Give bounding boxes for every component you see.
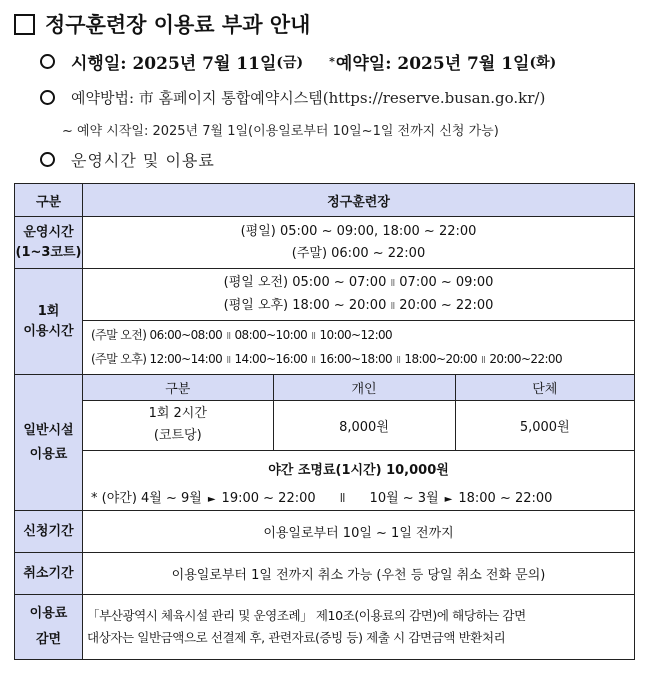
reservation-mark: *	[329, 55, 335, 68]
dates-line	[40, 49, 556, 74]
effective-day: (금)	[276, 54, 304, 71]
weekday-hours: (평일) 05:00 ~ 09:00, 18:00 ~ 22:00	[240, 223, 477, 239]
arrow-right-icon: ►	[207, 493, 216, 505]
fee-group: 5,000원	[455, 400, 634, 450]
circle-bullet-icon	[40, 90, 55, 105]
circle-bullet-icon	[40, 152, 55, 167]
weekday-sessions: (평일 오전) 05:00 ~ 07:00 Ⅱ 07:00 ~ 09:00 (평일 오후) 18:00 ~ 20:00 Ⅱ 20:00 ~ 22:00	[83, 269, 635, 321]
fee-cell	[83, 375, 635, 511]
reduction-label: 이용료 감면	[15, 595, 83, 660]
circle-bullet-icon	[40, 54, 55, 69]
weekend-sessions: (주말 오전) 06:00~08:00 Ⅱ 08:00~10:00 Ⅱ 10:00~12:00 (주말 오후) 12:00~14:00 Ⅱ 14:00~16:00 Ⅱ 16:00~18:00 Ⅱ 18:00~20:00 Ⅱ 20:00~22:00	[83, 321, 635, 375]
operating-hours	[83, 217, 635, 269]
effective-label: 시행일:	[71, 54, 127, 74]
method-line	[40, 87, 545, 108]
fee-individual: 8,000원	[273, 400, 455, 450]
method-text: 市 홈페이지 통합예약시스템(https://reserve.busan.go.kr/)	[138, 89, 546, 107]
fee-label: 일반시설 이용료	[15, 375, 83, 511]
reduction-text: 「부산광역시 체육시설 관리 및 운영조례」 제10조(이용료의 감면)에 해당하는 감면 대상자는 일반금액으로 선결제 후, 관련자료(증빙 등) 제출 시 감면금액 반환처리	[83, 595, 635, 660]
title-text: 정구훈련장 이용료 부과 안내	[45, 13, 311, 37]
fee-header-category: 구분	[83, 375, 273, 400]
section-heading: 운영시간 및 이용료	[71, 151, 215, 170]
session-label: 1회 이용시간	[15, 269, 83, 375]
reservation-label: 예약일:	[335, 54, 392, 74]
start-note: ~ 예약 시작일: 2025년 7월 1일(이용일로부터 10일~1일 전까지 신청 가능)	[62, 124, 499, 139]
section-heading-line	[40, 148, 215, 171]
cancel-text: 이용일로부터 1일 전까지 취소 가능 (우천 등 당일 취소 전화 문의)	[83, 553, 635, 595]
header-facility: 정구훈련장	[83, 184, 635, 217]
night-fee-title: 야간 조명료(1시간) 10,000원	[268, 462, 449, 478]
fee-header-group: 단체	[455, 375, 634, 400]
weekend-hours: (주말) 06:00 ~ 22:00	[291, 245, 426, 261]
reservation-day: (화)	[529, 54, 557, 71]
fee-header-individual: 개인	[273, 375, 455, 400]
fee-subtable	[83, 375, 634, 451]
fee-row-label: 1회 2시간 (코트당)	[83, 400, 273, 450]
reservation-date: 2025년 7월 1일	[397, 54, 530, 74]
apply-label: 신청기간	[15, 511, 83, 553]
arrow-right-icon: ►	[444, 493, 453, 505]
apply-text: 이용일로부터 10일 ~ 1일 전까지	[83, 511, 635, 553]
fee-table	[14, 183, 635, 660]
page-title	[14, 9, 310, 39]
night-hours: * (야간) 4월 ~ 9월 ► 19:00 ~ 22:00 Ⅱ 10월 ~ 3월 ► 18:00 ~ 22:00	[91, 490, 553, 506]
operating-label: 운영시간 (1~3코트)	[15, 217, 83, 269]
header-category: 구분	[15, 184, 83, 217]
effective-date: 2025년 7월 11일	[132, 54, 277, 74]
method-label: 예약방법:	[71, 89, 135, 107]
checkbox-square-icon	[14, 14, 35, 35]
cancel-label: 취소기간	[15, 553, 83, 595]
